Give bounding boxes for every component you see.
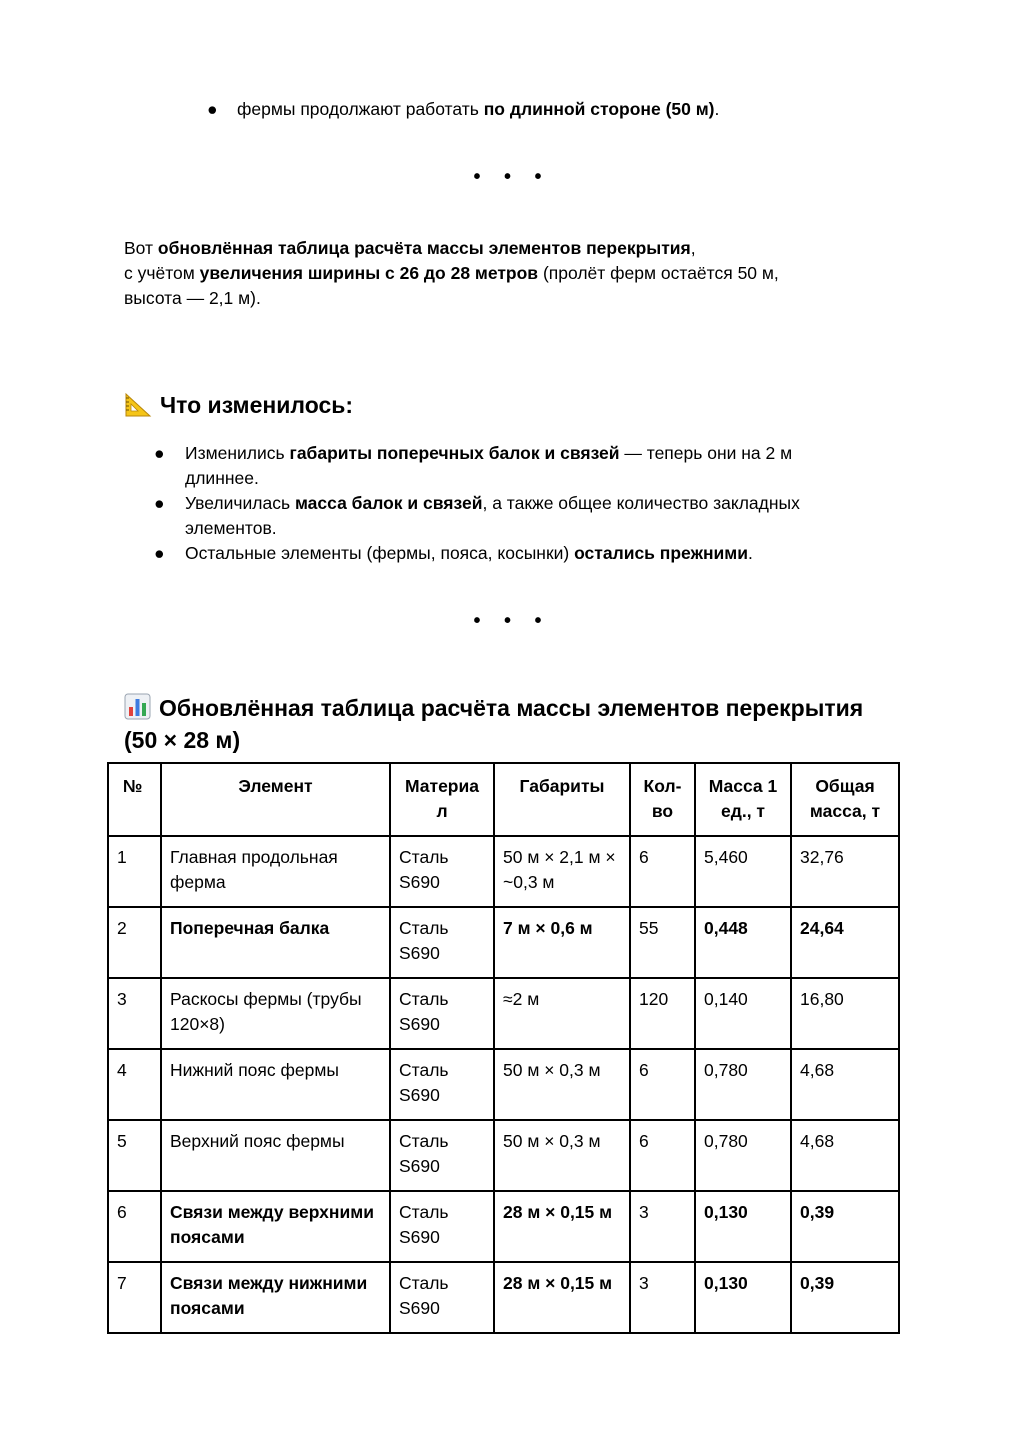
list-item-plain: Увеличилась bbox=[185, 493, 295, 513]
table-cell: 6 bbox=[630, 1120, 695, 1191]
table-cell: 5,460 bbox=[695, 836, 791, 907]
list-item-plain: Изменились bbox=[185, 443, 290, 463]
table-cell: 2 bbox=[108, 907, 161, 978]
list-item bbox=[150, 541, 870, 566]
table-row bbox=[108, 978, 899, 1049]
table-row bbox=[108, 1120, 899, 1191]
table-cell: 50 м × 0,3 м bbox=[494, 1120, 630, 1191]
table-header-row bbox=[108, 763, 899, 836]
table-cell: 55 bbox=[630, 907, 695, 978]
intro-l1-plain: Вот bbox=[124, 238, 158, 258]
table-cell: Сталь S690 bbox=[390, 836, 494, 907]
table-cell: Сталь S690 bbox=[390, 1262, 494, 1333]
table-cell: Нижний пояс фермы bbox=[161, 1049, 390, 1120]
intro-line-2 bbox=[124, 261, 884, 286]
list-item-line bbox=[185, 491, 870, 516]
section-separator: • • • bbox=[473, 166, 551, 188]
column-header: Общая масса, т bbox=[791, 763, 899, 836]
table-heading-line-1 bbox=[124, 692, 914, 724]
table-cell: 7 bbox=[108, 1262, 161, 1333]
table-cell: 3 bbox=[630, 1191, 695, 1262]
list-item-end: , а также общее количество закладных bbox=[482, 493, 800, 513]
table-cell: Сталь S690 bbox=[390, 1120, 494, 1191]
table-cell: 16,80 bbox=[791, 978, 899, 1049]
bullet-dot: ● bbox=[207, 99, 218, 119]
intro-l2-plain: с учётом bbox=[124, 263, 200, 283]
list-item bbox=[150, 491, 870, 541]
table-cell: 4,68 bbox=[791, 1120, 899, 1191]
table-cell: 4,68 bbox=[791, 1049, 899, 1120]
bullet-dot: ● bbox=[154, 543, 165, 563]
table-cell: 0,448 bbox=[695, 907, 791, 978]
intro-l1-bold: обновлённая таблица расчёта массы элементов перекрытия bbox=[157, 238, 691, 258]
mass-table bbox=[107, 762, 900, 1334]
bullet-text bbox=[237, 97, 719, 121]
column-header: Элемент bbox=[161, 763, 390, 836]
triangular-ruler-icon bbox=[124, 392, 152, 418]
table-row bbox=[108, 1191, 899, 1262]
list-item-line bbox=[185, 441, 870, 466]
table-cell: Сталь S690 bbox=[390, 1191, 494, 1262]
bullet-dot: ● bbox=[154, 493, 165, 513]
list-item-bold: габариты поперечных балок и связей bbox=[289, 443, 620, 463]
table-cell: 0,39 bbox=[791, 1262, 899, 1333]
intro-line-3: высота — 2,1 м). bbox=[124, 288, 261, 308]
changes-list bbox=[150, 441, 870, 566]
table-cell: 6 bbox=[630, 1049, 695, 1120]
bar-chart-icon bbox=[124, 693, 151, 720]
table-row bbox=[108, 907, 899, 978]
section-separator: • • • bbox=[473, 610, 551, 632]
table-cell: 5 bbox=[108, 1120, 161, 1191]
table-row bbox=[108, 1049, 899, 1120]
intro-l2-bold: увеличения ширины с 26 до 28 метров bbox=[199, 263, 539, 283]
table-cell: Поперечная балка bbox=[161, 907, 390, 978]
list-item-plain: Остальные элементы (фермы, пояса, косынки) bbox=[185, 543, 575, 563]
table-cell: 6 bbox=[630, 836, 695, 907]
list-item-line-2: длиннее. bbox=[185, 468, 259, 488]
intro-l1-end: , bbox=[690, 238, 696, 258]
table-cell: 0,130 bbox=[695, 1262, 791, 1333]
table-cell: 28 м × 0,15 м bbox=[494, 1191, 630, 1262]
table-cell: Сталь S690 bbox=[390, 907, 494, 978]
list-item-bold: остались прежними bbox=[574, 543, 749, 563]
table-cell: 32,76 bbox=[791, 836, 899, 907]
table-cell: 24,64 bbox=[791, 907, 899, 978]
bullet-text-bold: по длинной стороне (50 м) bbox=[483, 99, 715, 119]
bullet-dot: ● bbox=[154, 443, 165, 463]
table-row bbox=[108, 836, 899, 907]
bullet-text-end: . bbox=[714, 99, 720, 119]
table-cell: 0,140 bbox=[695, 978, 791, 1049]
intro-l2-end: (пролёт ферм остаётся 50 м, bbox=[538, 263, 779, 283]
list-item-line bbox=[185, 541, 870, 566]
column-header: № bbox=[108, 763, 161, 836]
table-heading bbox=[124, 692, 914, 756]
list-item-bold: масса балок и связей bbox=[294, 493, 483, 513]
table-row bbox=[108, 1262, 899, 1333]
list-item-end: — теперь они на 2 м bbox=[619, 443, 793, 463]
table-cell: Связи между нижними поясами bbox=[161, 1262, 390, 1333]
table-cell: 28 м × 0,15 м bbox=[494, 1262, 630, 1333]
table-cell: 3 bbox=[630, 1262, 695, 1333]
bullet-text-plain: фермы продолжают работать bbox=[237, 99, 484, 119]
table-cell: 0,130 bbox=[695, 1191, 791, 1262]
table-cell: Главная продольная ферма bbox=[161, 836, 390, 907]
table-cell: Верхний пояс фермы bbox=[161, 1120, 390, 1191]
list-item-end: . bbox=[748, 543, 753, 563]
table-cell: Сталь S690 bbox=[390, 1049, 494, 1120]
column-header: Материа л bbox=[390, 763, 494, 836]
column-header: Кол- во bbox=[630, 763, 695, 836]
table-cell: 1 bbox=[108, 836, 161, 907]
table-cell: ≈2 м bbox=[494, 978, 630, 1049]
list-item-line-2: элементов. bbox=[185, 518, 277, 538]
intro-line-1 bbox=[124, 236, 884, 261]
column-header: Габариты bbox=[494, 763, 630, 836]
table-title-line-2: (50 × 28 м) bbox=[124, 727, 241, 753]
changes-heading-text: Что изменилось: bbox=[160, 392, 354, 418]
table-cell: 7 м × 0,6 м bbox=[494, 907, 630, 978]
table-cell: Сталь S690 bbox=[390, 978, 494, 1049]
column-header: Масса 1 ед., т bbox=[695, 763, 791, 836]
table-cell: 0,780 bbox=[695, 1049, 791, 1120]
table-title-line-1: Обновлённая таблица расчёта массы элементов перекрытия bbox=[159, 695, 864, 721]
table-cell: 0,780 bbox=[695, 1120, 791, 1191]
table-cell: 0,39 bbox=[791, 1191, 899, 1262]
table-cell: 6 bbox=[108, 1191, 161, 1262]
table-cell: 120 bbox=[630, 978, 695, 1049]
table-cell: 50 м × 0,3 м bbox=[494, 1049, 630, 1120]
table-cell: 50 м × 2,1 м × ~0,3 м bbox=[494, 836, 630, 907]
table-cell: 4 bbox=[108, 1049, 161, 1120]
list-item bbox=[150, 441, 870, 491]
table-cell: Связи между верхними поясами bbox=[161, 1191, 390, 1262]
changes-heading bbox=[124, 390, 353, 420]
table-cell: 3 bbox=[108, 978, 161, 1049]
table-cell: Раскосы фермы (трубы 120×8) bbox=[161, 978, 390, 1049]
intro-paragraph bbox=[124, 236, 884, 311]
